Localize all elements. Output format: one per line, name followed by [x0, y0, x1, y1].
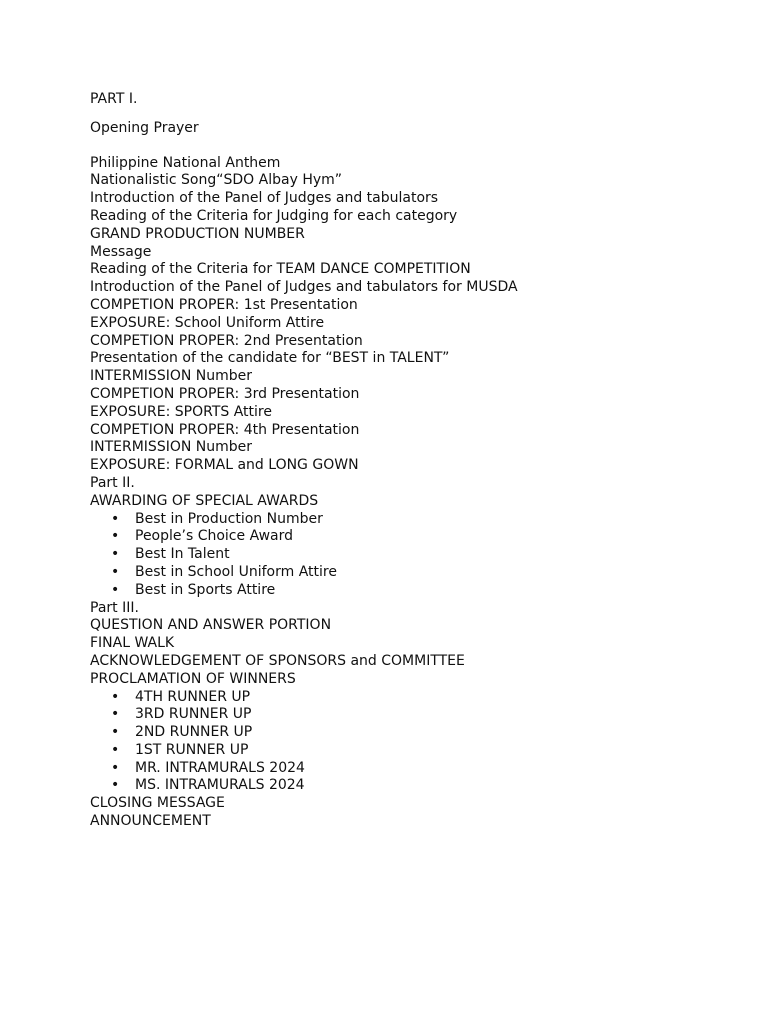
list-item-label: 1ST RUNNER UP: [135, 741, 249, 758]
program-item: Reading of the Criteria for Judging for each category: [90, 207, 458, 224]
bullet-icon: •: [111, 706, 120, 723]
list-item-label: Best In Talent: [135, 546, 230, 563]
bullet-icon: •: [111, 528, 120, 545]
list-item: [111, 742, 730, 760]
part-3-heading: Part III.: [90, 599, 139, 616]
program-item: FINAL WALK: [90, 635, 175, 652]
program-item: EXPOSURE: School Uniform Attire: [90, 314, 325, 331]
program-item: ACKNOWLEDGEMENT OF SPONSORS and COMMITTEE: [90, 652, 465, 669]
list-item: [111, 706, 730, 724]
winners-list: [90, 689, 730, 796]
program-item: COMPETION PROPER: 4th Presentation: [90, 421, 360, 438]
program-item: Introduction of the Panel of Judges and tabulators: [90, 190, 439, 207]
list-item-label: Best in Production Number: [135, 510, 323, 527]
opening-prayer: Opening Prayer: [90, 119, 199, 136]
document-page: [90, 91, 730, 831]
announcement: ANNOUNCEMENT: [90, 813, 211, 830]
bullet-icon: •: [111, 688, 120, 705]
list-item-label: 4TH RUNNER UP: [135, 688, 251, 705]
part-1-program-list: [90, 155, 730, 475]
program-item: INTERMISSION Number: [90, 368, 253, 385]
list-item: [111, 760, 730, 778]
program-item: Philippine National Anthem: [90, 154, 281, 171]
bullet-icon: •: [111, 581, 120, 598]
list-item-label: 3RD RUNNER UP: [135, 706, 252, 723]
program-item: Introduction of the Panel of Judges and tabulators for MUSDA: [90, 279, 518, 296]
bullet-icon: •: [111, 759, 120, 776]
bullet-icon: •: [111, 546, 120, 563]
list-item: [111, 724, 730, 742]
program-item: COMPETION PROPER: 2nd Presentation: [90, 332, 363, 349]
special-awards-list: [90, 511, 730, 600]
special-awards-title: AWARDING OF SPECIAL AWARDS: [90, 492, 319, 509]
bullet-icon: •: [111, 510, 120, 527]
program-item: INTERMISSION Number: [90, 439, 253, 456]
list-item: [111, 689, 730, 707]
program-item: QUESTION AND ANSWER PORTION: [90, 617, 332, 634]
program-item: PROCLAMATION OF WINNERS: [90, 670, 296, 687]
program-item: EXPOSURE: FORMAL and LONG GOWN: [90, 457, 359, 474]
list-item: [111, 546, 730, 564]
program-item: Reading of the Criteria for TEAM DANCE COMPETITION: [90, 261, 471, 278]
program-item: COMPETION PROPER: 1st Presentation: [90, 296, 358, 313]
program-item: Presentation of the candidate for “BEST in TALENT”: [90, 350, 450, 367]
program-item: GRAND PRODUCTION NUMBER: [90, 225, 305, 242]
part-1-heading: PART I.: [90, 91, 138, 107]
program-item: Nationalistic Song“SDO Albay Hym”: [90, 172, 343, 189]
list-item-label: Best in Sports Attire: [135, 581, 276, 598]
list-item-label: Best in School Uniform Attire: [135, 563, 337, 580]
list-item-label: MS. INTRAMURALS 2024: [135, 777, 305, 794]
list-item-label: MR. INTRAMURALS 2024: [135, 759, 305, 776]
program-item: Message: [90, 243, 152, 260]
list-item: [111, 564, 730, 582]
list-item: [111, 511, 730, 529]
program-item: EXPOSURE: SPORTS Attire: [90, 403, 272, 420]
bullet-icon: •: [111, 724, 120, 741]
program-item: COMPETION PROPER: 3rd Presentation: [90, 385, 360, 402]
part-2-heading: Part II.: [90, 474, 135, 491]
bullet-icon: •: [111, 777, 120, 794]
list-item-label: 2ND RUNNER UP: [135, 724, 253, 741]
closing-message: CLOSING MESSAGE: [90, 795, 225, 812]
list-item: [111, 582, 730, 600]
bullet-icon: •: [111, 563, 120, 580]
list-item: [111, 777, 730, 795]
list-item: [111, 528, 730, 546]
list-item-label: People’s Choice Award: [135, 528, 294, 545]
bullet-icon: •: [111, 741, 120, 758]
